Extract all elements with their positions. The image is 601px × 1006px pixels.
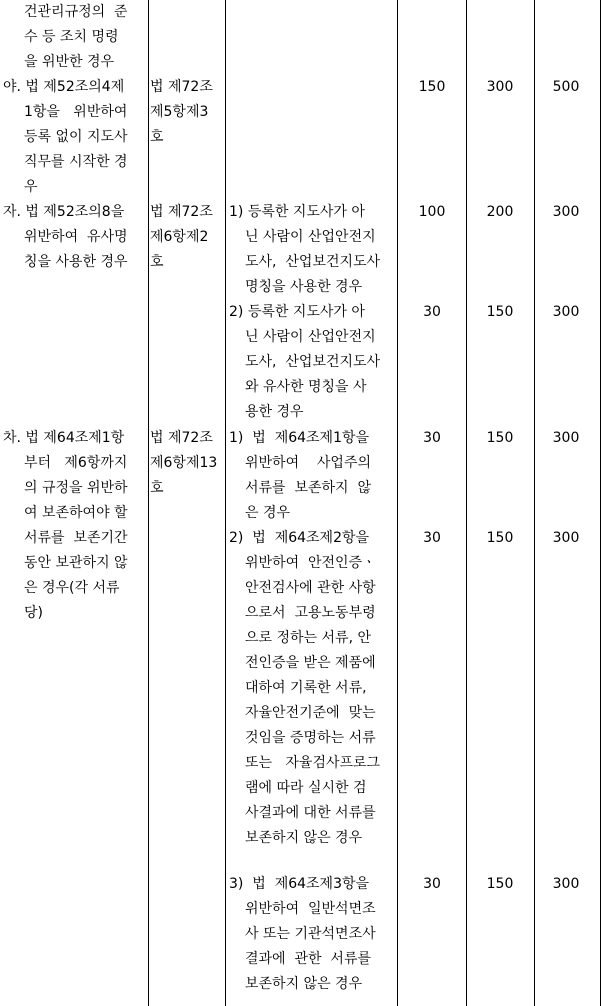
detail-cha-2-line-13: 보존하지 않은 경우: [245, 830, 363, 846]
detail-cha-2-line-10: 또는 자율검사프로그: [245, 755, 381, 771]
detail-cha-2-line-4: 으로서 고용노동부령: [245, 605, 376, 621]
fine-third-ja-1: 300: [552, 204, 580, 220]
detail-cha-2-line-7: 대하여 기록한 서류,: [245, 680, 367, 696]
violation-ja-line-2: 위반하여 유사명: [24, 229, 128, 245]
violation-cha-line-7: 은 경우(각 서류: [24, 580, 120, 596]
detail-ja-2-line-5: 용한 경우: [245, 404, 304, 420]
violation-text-continued-line-2: 수 등 조치 명령: [24, 29, 119, 45]
fine-second-ja-2: 150: [486, 304, 514, 320]
detail-cha-2-line-8: 자율안전기준에 맞는: [245, 705, 376, 721]
detail-ja-1-line-4: 명칭을 사용한 경우: [245, 279, 363, 295]
basis-ja-line-2: 제6항제2: [150, 229, 209, 245]
detail-cha-3-line-3: 사 또는 기관석면조사: [245, 926, 376, 942]
violation-cha-line-8: 당): [24, 605, 43, 621]
basis-ja-line-1: 법 제72조: [150, 204, 213, 220]
violation-cha-line-5: 서류를 보존기간: [24, 530, 128, 546]
fine-first-ja-2: 30: [423, 304, 441, 320]
detail-cha-2-line-6: 전인증을 받은 제품에: [245, 655, 376, 671]
detail-cha-3-line-4: 결과에 관한 서류를: [245, 951, 371, 967]
fine-second-ja-1: 200: [486, 204, 514, 220]
detail-cha-1-line-1: 1) 법 제64조제1항을: [229, 430, 370, 446]
fine-second-cha-2: 150: [486, 530, 514, 546]
fine-first-cha-2: 30: [423, 530, 441, 546]
detail-cha-2-line-1: 2) 법 제64조제2항을: [229, 530, 370, 546]
detail-cha-2-line-11: 램에 따라 실시한 검: [245, 780, 367, 796]
detail-cha-2-line-2: 위반하여 안전인증ㆍ: [245, 555, 376, 571]
basis-ya-line-3: 호: [150, 129, 164, 145]
detail-cha-1-line-2: 위반하여 사업주의: [245, 455, 371, 471]
violation-ya-line-3: 등록 없이 지도사: [24, 129, 128, 145]
detail-cha-3-line-1: 3) 법 제64조제3항을: [229, 876, 370, 892]
detail-cha-2-line-3: 안전검사에 관한 사항: [245, 580, 376, 596]
detail-cha-1-line-4: 은 경우: [245, 505, 291, 521]
detail-ja-2-line-2: 닌 사람이 산업안전지: [245, 329, 376, 345]
fine-first-cha-1: 30: [423, 430, 441, 446]
violation-text-continued-line-3: 을 위반한 경우: [24, 54, 115, 70]
detail-cha-2-line-12: 사결과에 대한 서류를: [245, 805, 376, 821]
detail-ja-1-line-1: 1) 등록한 지도사가 아: [229, 204, 365, 220]
detail-cha-3-line-2: 위반하여 일반석면조: [245, 901, 376, 917]
detail-ja-1-line-3: 도사, 산업보건지도사: [245, 254, 381, 270]
detail-cha-2-line-9: 것임을 증명하는 서류: [245, 730, 376, 746]
fine-first-ya: 150: [418, 79, 446, 95]
column-divider-detail: [397, 0, 398, 1006]
violation-ya-line-2: 1항을 위반하여: [24, 104, 128, 120]
fine-third-ja-2: 300: [552, 304, 580, 320]
violation-cha-line-4: 여 보존하여야 할: [24, 505, 128, 521]
column-divider-violation: [148, 0, 149, 1006]
basis-cha-line-1: 법 제72조: [150, 430, 213, 446]
column-divider-first: [466, 0, 467, 1006]
basis-cha-line-3: 호: [150, 480, 164, 496]
basis-cha-line-2: 제6항제13: [150, 455, 218, 471]
violation-cha-line-1: 차. 법 제64조제1항: [3, 430, 125, 446]
violation-ja-line-1: 자. 법 제52조의8을: [3, 204, 125, 220]
violation-ja-line-3: 칭을 사용한 경우: [24, 254, 128, 270]
basis-ja-line-3: 호: [150, 254, 164, 270]
basis-ya-line-2: 제5항제3: [150, 104, 209, 120]
fine-third-ya: 500: [552, 79, 580, 95]
detail-ja-2-line-3: 도사, 산업보건지도사: [245, 354, 381, 370]
fine-second-cha-3: 150: [486, 876, 514, 892]
violation-cha-line-2: 부터 제6항까지: [24, 455, 128, 471]
fine-third-cha-3: 300: [552, 876, 580, 892]
violation-cha-line-3: 의 규정을 위반하: [24, 480, 128, 496]
detail-ja-1-line-2: 닌 사람이 산업안전지: [245, 229, 376, 245]
detail-cha-1-line-3: 서류를 보존하지 않: [245, 480, 371, 496]
fine-second-ya: 300: [486, 79, 514, 95]
fine-first-cha-3: 30: [423, 876, 441, 892]
violation-cha-line-6: 동안 보관하지 않: [24, 555, 128, 571]
detail-ja-2-line-1: 2) 등록한 지도사가 아: [229, 304, 365, 320]
detail-ja-2-line-4: 와 유사한 명칭을 사: [245, 379, 367, 395]
basis-ya-line-1: 법 제72조: [150, 79, 213, 95]
violation-text-continued-line-1: 건관리규정의 준: [24, 4, 128, 20]
fine-second-cha-1: 150: [486, 430, 514, 446]
violation-ya-line-4: 직무를 시작한 경: [24, 154, 128, 170]
column-divider-second: [534, 0, 535, 1006]
fine-third-cha-1: 300: [552, 430, 580, 446]
detail-cha-3-line-5: 보존하지 않은 경우: [245, 976, 363, 992]
detail-cha-2-line-5: 으로 정하는 서류, 안: [245, 630, 371, 646]
fine-third-cha-2: 300: [552, 530, 580, 546]
column-divider-basis: [225, 0, 226, 1006]
fine-first-ja-1: 100: [418, 204, 446, 220]
violation-ya-line-5: 우: [24, 179, 38, 195]
violation-ya-line-1: 야. 법 제52조의4제: [3, 79, 125, 95]
